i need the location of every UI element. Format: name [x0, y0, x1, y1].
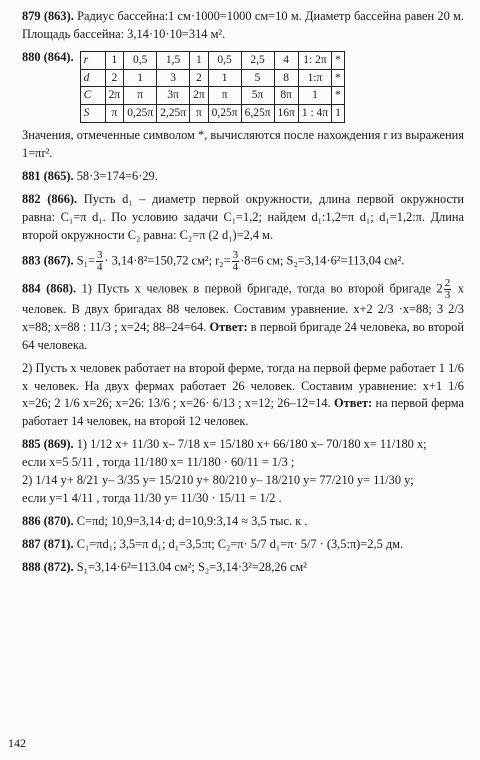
answer-text: на первой ферма работает 14 человек, на второй 12 человек.: [22, 396, 464, 429]
row-header-cell: C: [80, 87, 105, 105]
table-cell: 16π: [274, 104, 298, 122]
table-cell: *: [332, 87, 345, 105]
table-cell: 1 : 4π: [298, 104, 331, 122]
table-cell: 3: [157, 69, 190, 87]
table-cell: 8π: [274, 87, 298, 105]
equation-line: 1) 1/12 x+ 11/30 x– 7/18 x= 15/180 x+ 66/180 x– 70/180 x= 11/180 x;: [76, 437, 427, 452]
table-cell: 2: [190, 69, 209, 87]
numerator: 3: [96, 248, 103, 261]
table-cell: 0,5: [124, 51, 157, 69]
denominator: 3: [444, 288, 451, 301]
problem-number: 881 (865).: [22, 168, 74, 183]
table-cell: 5π: [241, 87, 274, 105]
equation-line: x+2 2/3 ·x=88; 3 2/3 x=88; x=88 : 11/3 ; x=24; 88–24=64.: [22, 301, 464, 334]
table-cell: 3π: [157, 87, 190, 105]
values-table: [80, 51, 345, 123]
table-cell: 0,5: [208, 51, 241, 69]
table-cell: 2π: [190, 87, 209, 105]
table-row: [80, 104, 344, 122]
table-cell: 2,25π: [157, 104, 190, 122]
table-cell: 2π: [105, 87, 124, 105]
table-cell: 1: [332, 104, 345, 122]
problem-text: x человек. В двух бригадах 88 человек. Составим уравнение.: [22, 280, 464, 316]
table-cell: π: [190, 104, 209, 122]
problem-number: 880 (864).: [22, 49, 74, 64]
row-header-cell: r: [80, 51, 105, 69]
fraction: [96, 250, 104, 273]
table-cell: 8: [274, 69, 298, 87]
problem-text: Пусть d₁ – диаметр первой окружности, длина первой окружности равна: C₁=π d₁. По условию задачи C₁=1,2; найдем d₁:1,2=π d₁; d₁=1,2:π. Длина второй окружности C₂ равна: C₂=π (2 d₁)=2,4 м.: [22, 191, 464, 242]
problem-text: S₁=3,14·6²=113.04 см²; S₂=3,14·3²=28,26 см²: [76, 560, 307, 575]
numerator: 2: [444, 276, 451, 289]
problem-883: [22, 250, 464, 273]
fraction: [232, 250, 240, 273]
problem-number: 886 (870).: [22, 514, 74, 529]
table-cell: π: [208, 87, 241, 105]
problem-886: [22, 513, 464, 531]
table-row: [80, 51, 344, 69]
formula-part: S₁=: [76, 252, 95, 267]
problem-text: Радиус бассейна:1 см·1000=1000 см=10 м. Диаметр бассейна равен 20 м. Площадь бассейна: 3,14·10·10=314 м².: [22, 9, 464, 41]
formula-part: · 3,14·8²=150,72 см²; r₂=: [104, 252, 231, 267]
mixed-number-whole: 2: [436, 280, 443, 295]
problem-879: [22, 8, 464, 44]
table-cell: 1: [298, 87, 331, 105]
table-cell: π: [105, 104, 124, 122]
table-cell: π: [124, 87, 157, 105]
problem-text: C=πd; 10,9=3,14·d; d=10,9:3,14 ≈ 3,5 тыс. к .: [76, 514, 308, 529]
problem-number: 888 (872).: [22, 560, 74, 575]
problem-882: [22, 191, 464, 245]
problem-885: [22, 436, 464, 508]
table-note: Значения, отмеченные символом *, вычисляются после нахождения r из выражения 1=πr².: [22, 127, 464, 160]
answer-text: в первой бригаде 24 человека, во второй 64 человека.: [22, 319, 464, 352]
table-cell: 5: [241, 69, 274, 87]
table-cell: *: [332, 51, 345, 69]
table-cell: 4: [274, 51, 298, 69]
table-cell: 1,5: [157, 51, 190, 69]
table-row: [80, 69, 344, 87]
equation-line: если y=1 4/11 , тогда 11/30 y= 11/30 · 15/11 = 1/2 .: [22, 491, 282, 506]
problem-880: [22, 49, 464, 127]
table-cell: 1: 2π: [298, 51, 331, 69]
problem-number: 884 (868).: [22, 280, 77, 295]
table-cell: 2,5: [241, 51, 274, 69]
problem-number: 883 (867).: [22, 252, 74, 267]
table-cell: *: [332, 69, 345, 87]
problem-number: 882 (866).: [22, 191, 78, 206]
denominator: 4: [232, 260, 239, 273]
table-cell: 1:π: [298, 69, 331, 87]
page-number: 142: [8, 735, 26, 750]
answer-label: Ответ:: [334, 396, 373, 411]
problem-number: 885 (869).: [22, 437, 74, 452]
numerator: 3: [232, 248, 239, 261]
problem-text: 58·3=174=6·29.: [76, 168, 158, 183]
table-cell: 6,25π: [241, 104, 274, 122]
table-cell: 2: [105, 69, 124, 87]
problem-number: 879 (863).: [22, 9, 74, 23]
problem-887: [22, 536, 464, 554]
problem-888: [22, 559, 464, 577]
table-cell: 1: [190, 51, 209, 69]
table-cell: 1: [124, 69, 157, 87]
row-header-cell: d: [80, 69, 105, 87]
table-cell: 1: [208, 69, 241, 87]
table-cell: 1: [105, 51, 124, 69]
problem-text: 1) Пусть x человек в первой бригаде, тогда во второй бригаде: [81, 280, 432, 295]
answer-label: Ответ:: [209, 319, 248, 334]
problem-text: 2) Пусть x человек работает на второй ферме, тогда на первой ферме работает 1 1/6 x человек. На двух фермах работает 26 человек. Составим уравнение: x+1 1/6 x=26; 2 1/6 x=26; x=26: 13/6 ; x=26· 6/13 ; x=12; 26–12=14.: [22, 360, 464, 411]
problem-884-part1: [22, 278, 464, 355]
denominator: 4: [96, 260, 103, 273]
problem-text: C₁=πd₁; 3,5=π d₁; d₁=3,5:π; C₂=π· 5/7 d₁=π· 5/7 · (3,5:π)=2,5 дм.: [76, 537, 404, 552]
table-cell: 0,25π: [124, 104, 157, 122]
row-header-cell: S: [80, 104, 105, 122]
equation-line: если x=5 5/11 , тогда 11/180 x= 11/180 · 60/11 = 1/3 ;: [22, 455, 295, 470]
table-row: [80, 87, 344, 105]
problem-884-part2: [22, 360, 464, 432]
fraction: [444, 278, 452, 301]
formula-part: ·8=6 см; S₂=3,14·6²=113,04 см².: [240, 252, 405, 267]
equation-line: 2) 1/14 y+ 8/21 y– 3/35 y= 15/210 y+ 80/210 y– 18/210 y= 77/210 y= 11/30 y;: [22, 473, 414, 488]
problem-881: [22, 168, 464, 186]
problem-number: 887 (871).: [22, 537, 74, 552]
table-cell: 0,25π: [208, 104, 241, 122]
